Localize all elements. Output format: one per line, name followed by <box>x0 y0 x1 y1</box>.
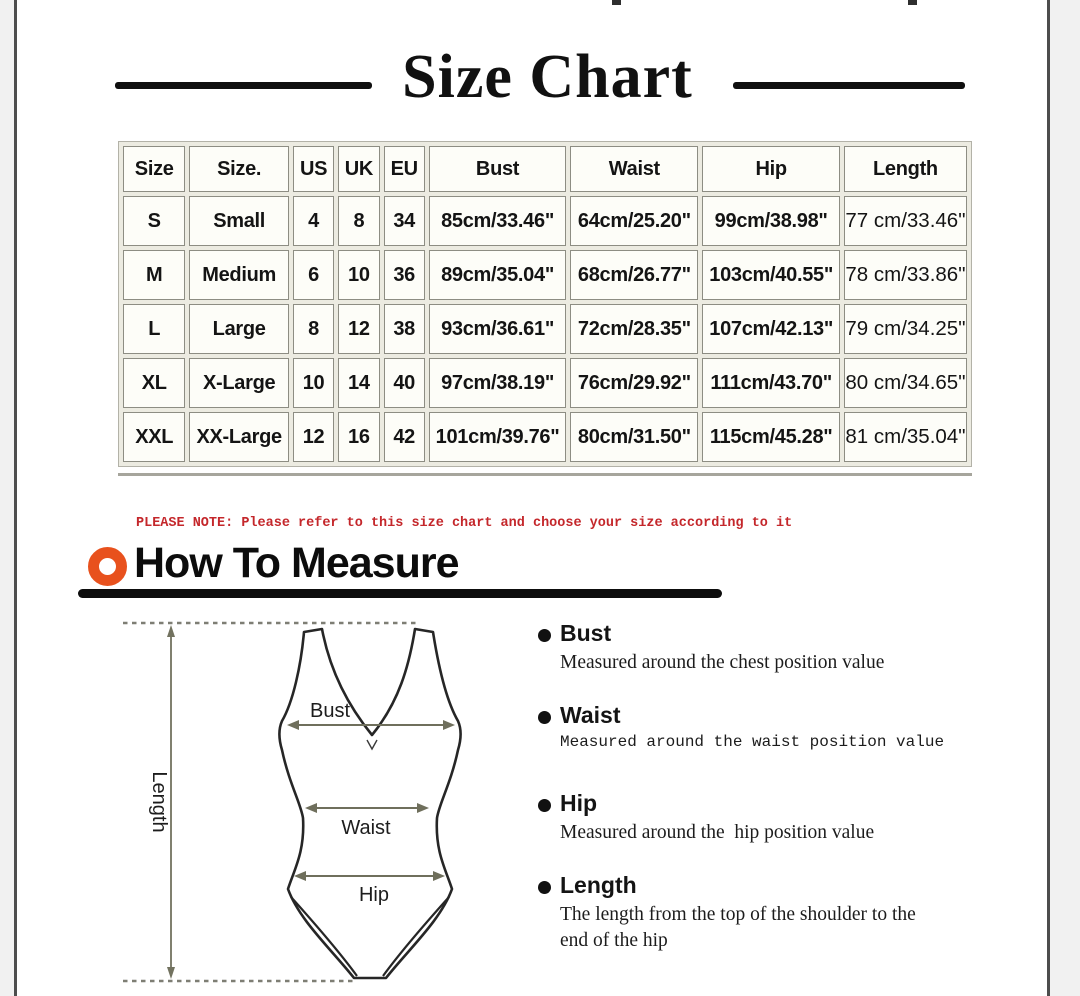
table-cell: 10 <box>293 358 334 408</box>
title-rule-left <box>115 82 372 89</box>
measure-item-desc: Measured around the hip position value <box>560 822 875 843</box>
table-cell: 12 <box>293 412 334 462</box>
table-cell: 85cm/33.46" <box>429 196 566 246</box>
please-note-text: PLEASE NOTE: Please refer to this size chart and choose your size according to it <box>136 516 793 531</box>
table-row <box>123 412 967 462</box>
table-cell: 10 <box>338 250 379 300</box>
measure-item-length <box>538 872 998 955</box>
column-header: Waist <box>570 146 698 192</box>
column-header: Bust <box>429 146 566 192</box>
table-row <box>123 196 967 246</box>
table-cell: S <box>123 196 185 246</box>
right-margin <box>1050 0 1080 996</box>
table-cell: 38 <box>384 304 425 354</box>
measure-item-title: Waist <box>560 702 621 728</box>
table-cell: 16 <box>338 412 379 462</box>
header-row <box>123 146 967 192</box>
table-cell: 103cm/40.55" <box>702 250 839 300</box>
table-cell: 111cm/43.70" <box>702 358 839 408</box>
table-bottom-rule <box>118 473 972 476</box>
table-cell: 4 <box>293 196 334 246</box>
table-cell: 42 <box>384 412 425 462</box>
table-cell: X-Large <box>189 358 289 408</box>
table-cell: 14 <box>338 358 379 408</box>
table-row <box>123 304 967 354</box>
bullet-icon <box>538 881 551 894</box>
column-header: UK <box>338 146 379 192</box>
column-header: Size <box>123 146 185 192</box>
table-cell: Large <box>189 304 289 354</box>
table-cell: 77 cm/33.46" <box>844 196 967 246</box>
table-cell: Medium <box>189 250 289 300</box>
table-cell: 101cm/39.76" <box>429 412 566 462</box>
page-title: Size Chart <box>402 43 693 111</box>
arrowhead-up-icon <box>167 625 175 637</box>
table-cell: XXL <box>123 412 185 462</box>
table-cell: 97cm/38.19" <box>429 358 566 408</box>
left-frame-line <box>14 0 17 996</box>
measure-item-title: Hip <box>560 790 598 816</box>
table-cell: L <box>123 304 185 354</box>
table-cell: 115cm/45.28" <box>702 412 839 462</box>
table-cell: 76cm/29.92" <box>570 358 698 408</box>
measure-item-desc: The length from the top of the shoulder to the end of the hip <box>560 904 921 952</box>
measure-item-bust <box>538 620 998 676</box>
table-cell: 68cm/26.77" <box>570 250 698 300</box>
table-cell: 6 <box>293 250 334 300</box>
title-rule-right <box>733 82 965 89</box>
table-cell: 8 <box>338 196 379 246</box>
table-cell: 36 <box>384 250 425 300</box>
table-cell: 79 cm/34.25" <box>844 304 967 354</box>
arrowhead-down-icon <box>167 967 175 979</box>
size-table <box>118 141 972 467</box>
bust-label: Bust <box>309 700 351 722</box>
how-to-measure-heading: How To Measure <box>134 539 459 587</box>
measure-item-title: Length <box>560 872 637 898</box>
measure-item-waist <box>538 702 998 754</box>
column-header: US <box>293 146 334 192</box>
waist-label: Waist <box>341 817 391 839</box>
table-cell: 99cm/38.98" <box>702 196 839 246</box>
table-cell: 93cm/36.61" <box>429 304 566 354</box>
column-header: EU <box>384 146 425 192</box>
bullet-icon <box>538 711 551 724</box>
measure-item-desc: Measured around the chest position value <box>560 652 885 673</box>
table-cell: 89cm/35.04" <box>429 250 566 300</box>
table-cell: 107cm/42.13" <box>702 304 839 354</box>
cropped-text-remnant <box>612 0 621 5</box>
table-cell: 80cm/31.50" <box>570 412 698 462</box>
bullet-icon <box>538 799 551 812</box>
size-table-wrap <box>118 141 972 467</box>
table-cell: M <box>123 250 185 300</box>
table-cell: XX-Large <box>189 412 289 462</box>
measure-item-hip <box>538 790 998 846</box>
column-header: Size. <box>189 146 289 192</box>
table-cell: 80 cm/34.65" <box>844 358 967 408</box>
table-cell: 8 <box>293 304 334 354</box>
heading-underline <box>78 589 722 598</box>
table-cell: 40 <box>384 358 425 408</box>
measure-item-desc: Measured around the waist position value <box>560 733 945 751</box>
table-cell: Small <box>189 196 289 246</box>
table-row <box>123 250 967 300</box>
table-cell: 78 cm/33.86" <box>844 250 967 300</box>
length-label: Length <box>148 771 170 833</box>
table-cell: XL <box>123 358 185 408</box>
cropped-text-remnant <box>908 0 917 5</box>
swimsuit-measure-diagram <box>108 608 540 996</box>
right-frame-line <box>1047 0 1050 996</box>
column-header: Hip <box>702 146 839 192</box>
table-cell: 81 cm/35.04" <box>844 412 967 462</box>
ring-bullet-icon <box>88 547 127 586</box>
column-header: Length <box>844 146 967 192</box>
table-cell: 12 <box>338 304 379 354</box>
hip-label: Hip <box>358 884 390 906</box>
table-cell: 72cm/28.35" <box>570 304 698 354</box>
table-cell: 34 <box>384 196 425 246</box>
table-row <box>123 358 967 408</box>
bullet-icon <box>538 629 551 642</box>
left-margin <box>0 0 14 996</box>
table-cell: 64cm/25.20" <box>570 196 698 246</box>
swimsuit-outline <box>279 629 460 978</box>
measure-item-title: Bust <box>560 620 612 646</box>
